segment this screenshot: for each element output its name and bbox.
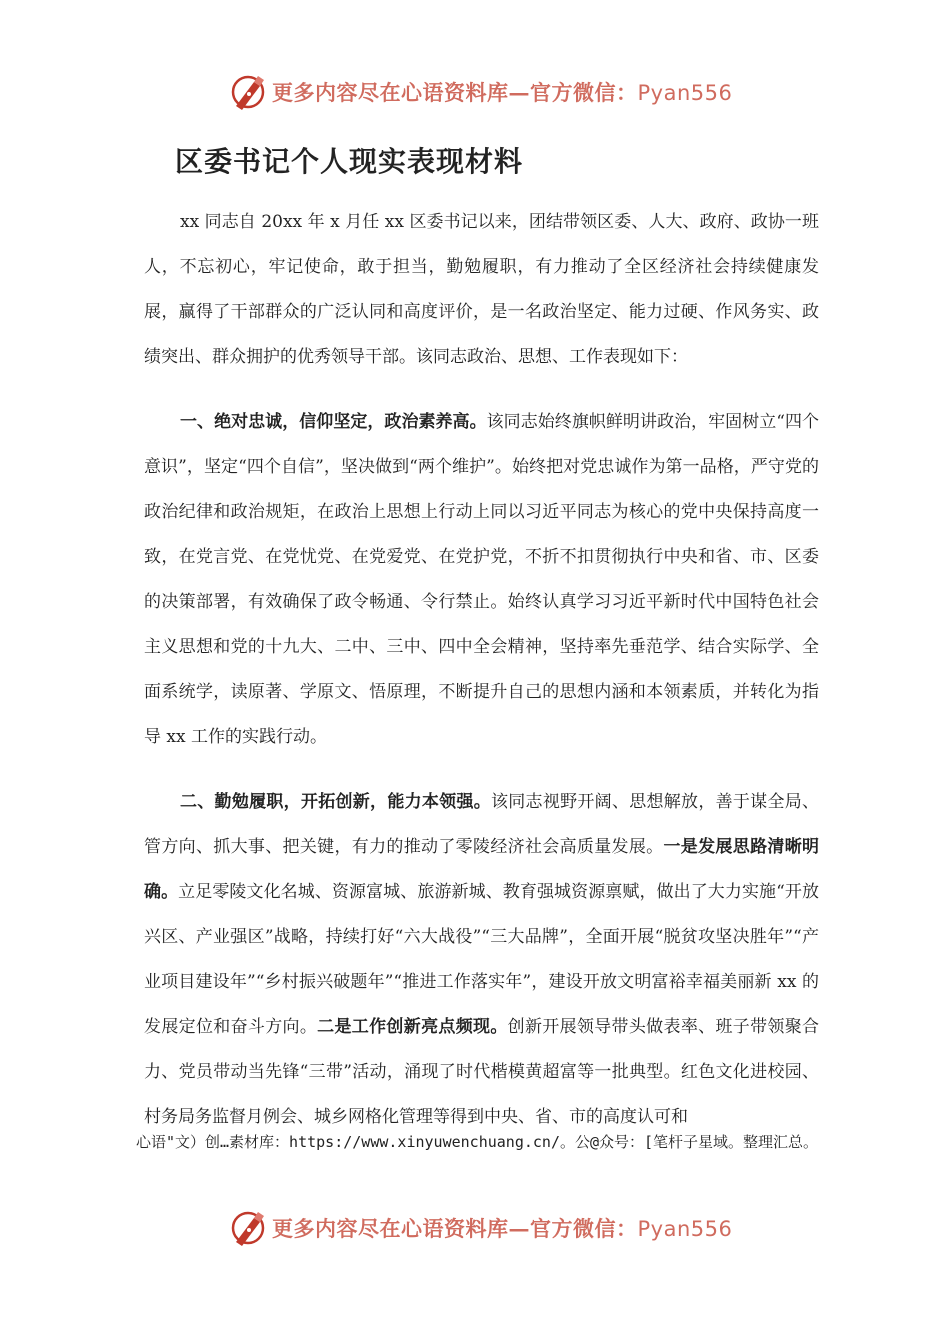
pen-nib-logo-icon <box>228 72 268 112</box>
section-2-point-1: 一是发展思路清晰明确。 <box>144 837 820 902</box>
banner-text: 更多内容尽在心语资料库—官方微信：Pyan556 <box>272 1216 733 1241</box>
section-1-paragraph <box>144 400 819 760</box>
pen-nib-logo-icon <box>228 1208 268 1248</box>
section-2-paragraph <box>144 780 819 1140</box>
header-banner <box>228 70 748 114</box>
section-2-body-c: 创新开展领导带头做表率、班子带领聚合力、党员带动当先锋“三带”活动，涌现了时代楷模黄超富等一批典型。红色文化进校园、村务局务监督月例会、城乡网格化管理等得到中央、省、市的高度认可和 <box>144 1017 820 1127</box>
page-title: 区委书记个人现实表现材料 <box>175 145 524 178</box>
section-1-heading: 一、绝对忠诚，信仰坚定，政治素养高。 <box>180 412 487 432</box>
banner-text: 更多内容尽在心语资料库—官方微信：Pyan556 <box>272 80 733 105</box>
section-2-body-b: 立足零陵文化名城、资源富城、旅游新城、教育强城资源禀赋，做出了大力实施“开放兴区、产业强区”战略，持续打好“六大战役”“三大品牌”，全面开展“脱贫攻坚决胜年”“产业项目建设年”“乡村振兴破题年”“推进工作落实年”，建设开放文明富裕幸福美丽新 xx 的发展定位和奋斗方向。 <box>144 882 819 1037</box>
source-note: 心语"文）创…素材库：https://www.xinyuwenchuang.cn/。公@众号：[笔杆子星域。整理汇总。 <box>136 1133 819 1151</box>
section-2-point-2: 二是工作创新亮点频现。 <box>317 1017 508 1037</box>
document-body <box>144 200 819 1140</box>
footer-banner <box>228 1206 748 1250</box>
intro-paragraph: xx 同志自 20xx 年 x 月任 xx 区委书记以来，团结带领区委、人大、政府、政协一班人，不忘初心，牢记使命，敢于担当，勤勉履职，有力推动了全区经济社会持续健康发展，赢得了干部群众的广泛认同和高度评价，是一名政治坚定、能力过硬、作风务实、政绩突出、群众拥护的优秀领导干部。该同志政治、思想、工作表现如下： <box>144 212 819 367</box>
section-2-heading: 二、勤勉履职，开拓创新，能力本领强。 <box>180 792 491 812</box>
section-1-body: 该同志始终旗帜鲜明讲政治，牢固树立“四个意识”，坚定“四个自信”，坚决做到“两个维护”。始终把对党忠诚作为第一品格，严守党的政治纪律和政治规矩，在政治上思想上行动上同以习近平同志为核心的党中央保持高度一致，在党言党、在党忧党、在党爱党、在党护党，不折不扣贯彻执行中央和省、市、区委的决策部署，有效确保了政令畅通、令行禁止。始终认真学习习近平新时代中国特色社会主义思想和党的十九大、二中、三中、四中全会精神，坚持率先垂范学、结合实际学、全面系统学，读原著、学原文、悟原理，不断提升自己的思想内涵和本领素质，并转化为指导 xx 工作的实践行动。 <box>144 412 819 747</box>
section-2-body-a: 该同志视野开阔、思想解放，善于谋全局、管方向、抓大事、把关键，有力的推动了零陵经济社会高质量发展。 <box>144 792 819 857</box>
